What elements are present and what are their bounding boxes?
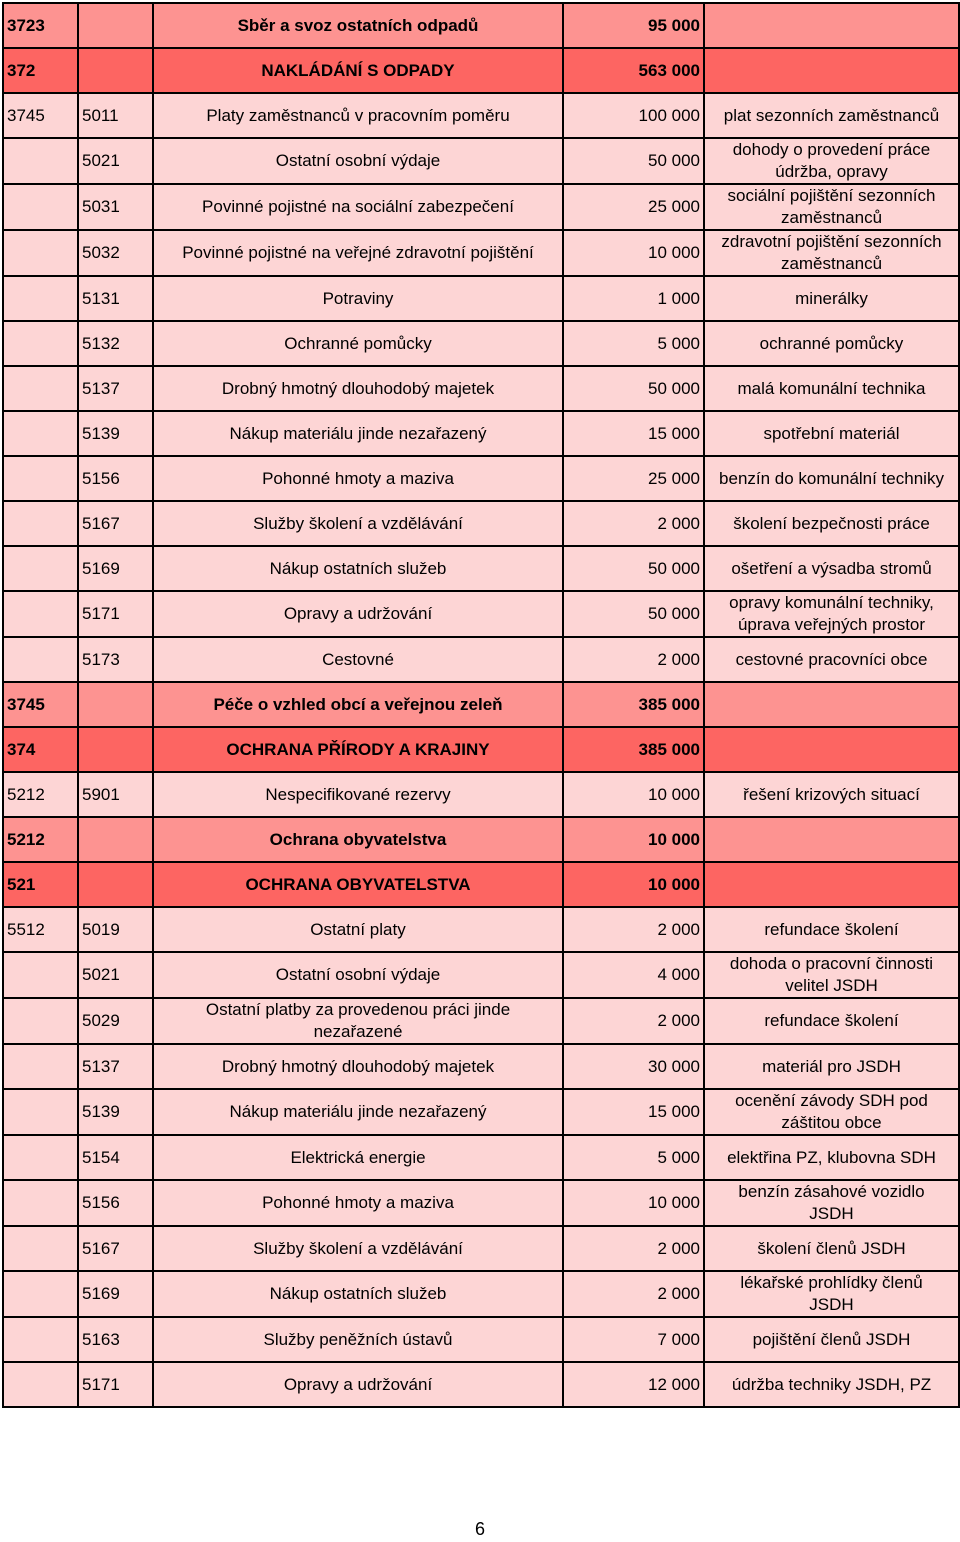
total-row	[3, 862, 959, 907]
note-cell: lékařské prohlídky členů JSDH	[704, 1271, 959, 1317]
item-name-cell: Opravy a udržování	[153, 1362, 563, 1407]
amount-cell: 385 000	[563, 682, 704, 727]
amount-cell: 563 000	[563, 48, 704, 93]
amount-cell: 100 000	[563, 93, 704, 138]
paragraph-cell: 5512	[3, 907, 78, 952]
item-name-cell: Drobný hmotný dlouhodobý majetek	[153, 1044, 563, 1089]
amount-cell: 50 000	[563, 366, 704, 411]
budget-row	[3, 276, 959, 321]
paragraph-cell: 374	[3, 727, 78, 772]
amount-cell: 50 000	[563, 546, 704, 591]
note-cell: cestovné pracovníci obce	[704, 637, 959, 682]
item-name-cell: Cestovné	[153, 637, 563, 682]
amount-cell: 7 000	[563, 1317, 704, 1362]
note-cell: benzín zásahové vozidlo JSDH	[704, 1180, 959, 1226]
amount-cell: 10 000	[563, 230, 704, 276]
amount-cell: 5 000	[563, 321, 704, 366]
budget-table	[2, 2, 960, 1408]
budget-row	[3, 1226, 959, 1271]
paragraph-cell	[3, 637, 78, 682]
budget-row	[3, 1135, 959, 1180]
note-cell	[704, 3, 959, 48]
note-cell: spotřební materiál	[704, 411, 959, 456]
paragraph-cell: 5212	[3, 772, 78, 817]
item-code-cell	[78, 727, 153, 772]
item-code-cell	[78, 682, 153, 727]
note-cell: údržba techniky JSDH, PZ	[704, 1362, 959, 1407]
subtotal-row	[3, 682, 959, 727]
paragraph-cell: 3723	[3, 3, 78, 48]
budget-row	[3, 501, 959, 546]
amount-cell: 2 000	[563, 1271, 704, 1317]
item-name-cell: Povinné pojistné na veřejné zdravotní pojištění	[153, 230, 563, 276]
paragraph-cell	[3, 1180, 78, 1226]
item-name-cell: Ostatní osobní výdaje	[153, 138, 563, 184]
paragraph-cell	[3, 1362, 78, 1407]
item-code-cell: 5169	[78, 546, 153, 591]
budget-row	[3, 138, 959, 184]
paragraph-cell	[3, 501, 78, 546]
item-name-cell: Pohonné hmoty a maziva	[153, 456, 563, 501]
note-cell: plat sezonních zaměstnanců	[704, 93, 959, 138]
amount-cell: 25 000	[563, 456, 704, 501]
note-cell	[704, 862, 959, 907]
item-code-cell: 5021	[78, 952, 153, 998]
item-code-cell: 5156	[78, 456, 153, 501]
paragraph-cell	[3, 1226, 78, 1271]
item-name-cell: Služby školení a vzdělávání	[153, 1226, 563, 1271]
budget-row	[3, 591, 959, 637]
note-cell: ochranné pomůcky	[704, 321, 959, 366]
amount-cell: 10 000	[563, 862, 704, 907]
note-cell: sociální pojištění sezonních zaměstnanců	[704, 184, 959, 230]
item-name-cell: Péče o vzhled obcí a veřejnou zeleň	[153, 682, 563, 727]
item-code-cell: 5031	[78, 184, 153, 230]
note-cell: opravy komunální techniky, úprava veřejných prostor	[704, 591, 959, 637]
amount-cell: 15 000	[563, 1089, 704, 1135]
note-cell: pojištění členů JSDH	[704, 1317, 959, 1362]
item-code-cell: 5154	[78, 1135, 153, 1180]
paragraph-cell	[3, 1135, 78, 1180]
item-name-cell: Povinné pojistné na sociální zabezpečení	[153, 184, 563, 230]
note-cell	[704, 817, 959, 862]
paragraph-cell	[3, 411, 78, 456]
paragraph-cell: 3745	[3, 682, 78, 727]
note-cell: benzín do komunální techniky	[704, 456, 959, 501]
paragraph-cell	[3, 1271, 78, 1317]
item-code-cell: 5137	[78, 366, 153, 411]
budget-row	[3, 321, 959, 366]
note-cell: materiál pro JSDH	[704, 1044, 959, 1089]
note-cell: ošetření a výsadba stromů	[704, 546, 959, 591]
budget-row	[3, 546, 959, 591]
total-row	[3, 727, 959, 772]
budget-row	[3, 998, 959, 1044]
paragraph-cell	[3, 276, 78, 321]
paragraph-cell	[3, 591, 78, 637]
item-name-cell: Nákup materiálu jinde nezařazený	[153, 411, 563, 456]
item-code-cell: 5019	[78, 907, 153, 952]
item-code-cell: 5139	[78, 1089, 153, 1135]
note-cell: refundace školení	[704, 998, 959, 1044]
note-cell: školení bezpečnosti práce	[704, 501, 959, 546]
amount-cell: 2 000	[563, 998, 704, 1044]
item-code-cell: 5032	[78, 230, 153, 276]
note-cell: dohoda o pracovní činnosti velitel JSDH	[704, 952, 959, 998]
paragraph-cell: 5212	[3, 817, 78, 862]
item-name-cell: Elektrická energie	[153, 1135, 563, 1180]
item-name-cell: Ochranné pomůcky	[153, 321, 563, 366]
note-cell: minerálky	[704, 276, 959, 321]
item-code-cell: 5167	[78, 501, 153, 546]
paragraph-cell: 521	[3, 862, 78, 907]
item-name-cell: Sběr a svoz ostatních odpadů	[153, 3, 563, 48]
amount-cell: 12 000	[563, 1362, 704, 1407]
budget-row	[3, 411, 959, 456]
item-name-cell: Opravy a udržování	[153, 591, 563, 637]
budget-row	[3, 366, 959, 411]
budget-row	[3, 1044, 959, 1089]
item-name-cell: Potraviny	[153, 276, 563, 321]
item-code-cell: 5132	[78, 321, 153, 366]
budget-row	[3, 1089, 959, 1135]
amount-cell: 50 000	[563, 591, 704, 637]
amount-cell: 2 000	[563, 907, 704, 952]
amount-cell: 50 000	[563, 138, 704, 184]
amount-cell: 30 000	[563, 1044, 704, 1089]
note-cell: elektřina PZ, klubovna SDH	[704, 1135, 959, 1180]
paragraph-cell	[3, 1089, 78, 1135]
note-cell: zdravotní pojištění sezonních zaměstnanců	[704, 230, 959, 276]
amount-cell: 15 000	[563, 411, 704, 456]
item-code-cell: 5901	[78, 772, 153, 817]
paragraph-cell	[3, 138, 78, 184]
item-code-cell	[78, 3, 153, 48]
item-code-cell: 5173	[78, 637, 153, 682]
budget-row	[3, 1271, 959, 1317]
paragraph-cell	[3, 1044, 78, 1089]
budget-row	[3, 1317, 959, 1362]
note-cell: ocenění závody SDH pod záštitou obce	[704, 1089, 959, 1135]
note-cell: školení členů JSDH	[704, 1226, 959, 1271]
item-code-cell: 5011	[78, 93, 153, 138]
paragraph-cell	[3, 1317, 78, 1362]
budget-row	[3, 456, 959, 501]
amount-cell: 10 000	[563, 1180, 704, 1226]
budget-row	[3, 952, 959, 998]
note-cell: malá komunální technika	[704, 366, 959, 411]
amount-cell: 2 000	[563, 501, 704, 546]
item-code-cell	[78, 48, 153, 93]
paragraph-cell	[3, 184, 78, 230]
item-name-cell: NAKLÁDÁNÍ S ODPADY	[153, 48, 563, 93]
paragraph-cell	[3, 952, 78, 998]
budget-row	[3, 230, 959, 276]
amount-cell: 10 000	[563, 772, 704, 817]
budget-row	[3, 1362, 959, 1407]
budget-table-body	[3, 3, 959, 1407]
amount-cell: 2 000	[563, 637, 704, 682]
note-cell	[704, 48, 959, 93]
item-name-cell: OCHRANA OBYVATELSTVA	[153, 862, 563, 907]
budget-row	[3, 772, 959, 817]
item-code-cell: 5139	[78, 411, 153, 456]
paragraph-cell	[3, 366, 78, 411]
note-cell: refundace školení	[704, 907, 959, 952]
item-name-cell: Služby školení a vzdělávání	[153, 501, 563, 546]
amount-cell: 95 000	[563, 3, 704, 48]
item-code-cell	[78, 862, 153, 907]
item-name-cell: Ostatní platby za provedenou práci jinde nezařazené	[153, 998, 563, 1044]
note-cell: dohody o provedení práce údržba, opravy	[704, 138, 959, 184]
item-name-cell: Nákup ostatních služeb	[153, 546, 563, 591]
note-cell	[704, 682, 959, 727]
note-cell	[704, 727, 959, 772]
item-code-cell: 5169	[78, 1271, 153, 1317]
item-code-cell	[78, 817, 153, 862]
paragraph-cell	[3, 998, 78, 1044]
note-cell: řešení krizových situací	[704, 772, 959, 817]
item-name-cell: Nespecifikované rezervy	[153, 772, 563, 817]
paragraph-cell	[3, 546, 78, 591]
paragraph-cell: 3745	[3, 93, 78, 138]
item-name-cell: Drobný hmotný dlouhodobý majetek	[153, 366, 563, 411]
item-code-cell: 5171	[78, 1362, 153, 1407]
budget-row	[3, 93, 959, 138]
item-code-cell: 5029	[78, 998, 153, 1044]
item-code-cell: 5163	[78, 1317, 153, 1362]
item-name-cell: Ochrana obyvatelstva	[153, 817, 563, 862]
budget-row	[3, 1180, 959, 1226]
total-row	[3, 48, 959, 93]
item-name-cell: Služby peněžních ústavů	[153, 1317, 563, 1362]
budget-row	[3, 184, 959, 230]
item-name-cell: Platy zaměstnanců v pracovním poměru	[153, 93, 563, 138]
item-code-cell: 5167	[78, 1226, 153, 1271]
amount-cell: 10 000	[563, 817, 704, 862]
item-name-cell: Nákup materiálu jinde nezařazený	[153, 1089, 563, 1135]
budget-row	[3, 637, 959, 682]
amount-cell: 5 000	[563, 1135, 704, 1180]
paragraph-cell	[3, 230, 78, 276]
item-code-cell: 5137	[78, 1044, 153, 1089]
item-code-cell: 5156	[78, 1180, 153, 1226]
subtotal-row	[3, 3, 959, 48]
amount-cell: 4 000	[563, 952, 704, 998]
item-code-cell: 5171	[78, 591, 153, 637]
paragraph-cell: 372	[3, 48, 78, 93]
item-name-cell: Ostatní platy	[153, 907, 563, 952]
item-code-cell: 5131	[78, 276, 153, 321]
item-name-cell: Ostatní osobní výdaje	[153, 952, 563, 998]
paragraph-cell	[3, 321, 78, 366]
subtotal-row	[3, 817, 959, 862]
page-number: 6	[474, 1519, 485, 1539]
amount-cell: 2 000	[563, 1226, 704, 1271]
amount-cell: 385 000	[563, 727, 704, 772]
item-code-cell: 5021	[78, 138, 153, 184]
paragraph-cell	[3, 456, 78, 501]
budget-row	[3, 907, 959, 952]
item-name-cell: OCHRANA PŘÍRODY A KRAJINY	[153, 727, 563, 772]
item-name-cell: Pohonné hmoty a maziva	[153, 1180, 563, 1226]
amount-cell: 1 000	[563, 276, 704, 321]
amount-cell: 25 000	[563, 184, 704, 230]
item-name-cell: Nákup ostatních služeb	[153, 1271, 563, 1317]
